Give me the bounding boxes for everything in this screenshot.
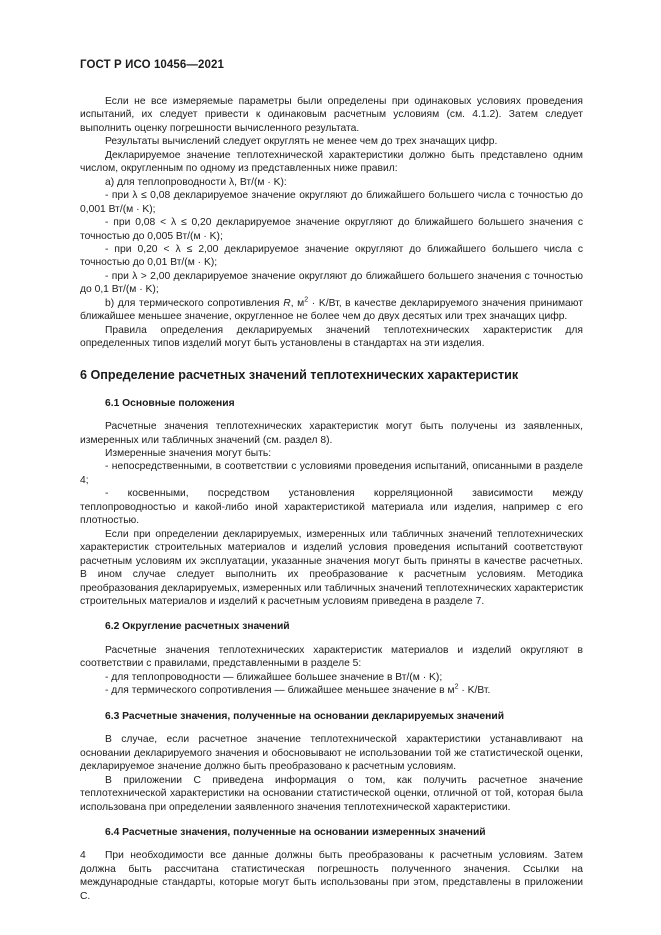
paragraph: В случае, если расчетное значение теплотехнической характеристики устанавливают на основании декларируемого значения и обосновывают не использовании той же статистической оценки, декларируемое значение должно быть преобразовано к расчетным условиям. (80, 734, 583, 773)
paragraph: Расчетные значения теплотехнических характеристик материалов и изделий округляют в соответствии с правилами, представленными в разделе 5: (80, 644, 583, 670)
subsection-heading: 6.2 Округление расчетных значений (105, 621, 290, 633)
subsection-heading: 6.1 Основные положения (105, 397, 235, 409)
paragraph: При необходимости все данные должны быть преобразованы к расчетным условиям. Затем должна быть рассчитана статистическая погрешность полученного значения. Ссылки на международные стандарты, которые могут быть использованы при этом, представлены в приложении С. (80, 850, 583, 902)
paragraph: Измеренные значения могут быть: (105, 448, 272, 460)
text-run: - для термического сопротивления — ближайшее меньшее значение в м (105, 685, 455, 697)
text-run: · K/Вт, в качестве декларируемого значения принимают ближайшее меньшее значение, округленное не более чем до двух десятых или трех значащих цифр. (80, 297, 583, 323)
list-item: - при 0,20 < λ ≤ 2,00 декларируемое значение округляют до ближайшего большего числа с точностью до 0,01 Вт/(м · K); (80, 243, 583, 269)
paragraph: Результаты вычислений следует округлять не менее чем до трех значащих цифр. (105, 136, 498, 148)
paragraph: Правила определения декларируемых значений теплотехнических характеристик для определенных типов изделий могут быть установлены в стандартах на эти изделия. (80, 324, 583, 350)
list-item: а) для теплопроводности λ, Вт/(м · K): (105, 176, 287, 188)
page-body (80, 95, 583, 903)
paragraph: Если при определении декларируемых, измеренных или табличных значений теплотехнических характеристик строительных материалов и изделий условия проведения испытаний соответствуют расчетным условиям их эксплуатации, указанные значения могут быть приняты в качестве расчетных. В ином случае следует выполнить их преобразование к расчетным условиям. Методика преобразования декларируемых, измеренных или табличных значений теплотехнических характеристик строительных материалов и изделий к расчетным условиям приведена в разделе 7. (80, 528, 583, 607)
paragraph: В приложении С приведена информация о том, как получить расчетное значение теплотехнической характеристики на основании статистической оценки, отличной от той, которая была использована при определении заявленного значения теплотехнической характеристики. (80, 774, 583, 813)
list-item (80, 684, 583, 697)
list-item: - при λ > 2,00 декларируемое значение округляют до ближайшего большего значения с точностью до 0,1 Вт/(м · K); (80, 270, 583, 296)
list-item: - непосредственными, в соответствии с условиями проведения испытаний, описанными в разделе 4; (80, 461, 583, 486)
superscript: 2 (454, 683, 459, 691)
subsection-heading: 6.3 Расчетные значения, полученные на основании декларируемых значений (105, 710, 505, 722)
text-run: , м (290, 297, 305, 309)
paragraph: Декларируемое значение теплотехнической характеристики должно быть представлено одним числом, округленным по одному из представленных ниже правил: (80, 149, 583, 175)
list-item (80, 297, 583, 324)
list-item: - для теплопроводности — ближайшее большее значение в Вт/(м · K); (105, 671, 443, 683)
list-item: - при λ ≤ 0,08 декларируемое значение округляют до ближайшего большего числа с точностью до 0,001 Вт/(м · K); (80, 190, 583, 215)
variable-r: R (283, 297, 291, 309)
text-run: · K/Вт. (458, 685, 491, 697)
document-header: ГОСТ Р ИСО 10456—2021 (80, 59, 225, 71)
text-run: b) для термического сопротивления (105, 297, 284, 309)
subsection-heading: 6.4 Расчетные значения, полученные на основании измеренных значений (105, 826, 486, 838)
page-number: 4 (80, 850, 86, 861)
paragraph: Расчетные значения теплотехнических характеристик могут быть получены из заявленных, измеренных или табличных значений (см. раздел 8). (80, 421, 583, 446)
list-item: - при 0,08 < λ ≤ 0,20 декларируемое значение округляют до ближайшего большего значения с точностью до 0,005 Вт/(м · K); (80, 217, 583, 242)
list-item: - косвенными, посредством установления корреляционной зависимости между теплопроводностью и какой-либо иной характеристикой материала или изделия, например с его плотностью. (80, 488, 583, 527)
superscript: 2 (304, 296, 309, 304)
paragraph: Если не все измеряемые параметры были определены при одинаковых условиях проведения испытаний, их следует привести к одинаковым расчетным условиям (см. 4.1.2). Затем следует выполнить оценку погрешности вычисленного результата. (80, 96, 583, 134)
section-heading: 6 Определение расчетных значений теплотехнических характеристик (80, 367, 519, 382)
